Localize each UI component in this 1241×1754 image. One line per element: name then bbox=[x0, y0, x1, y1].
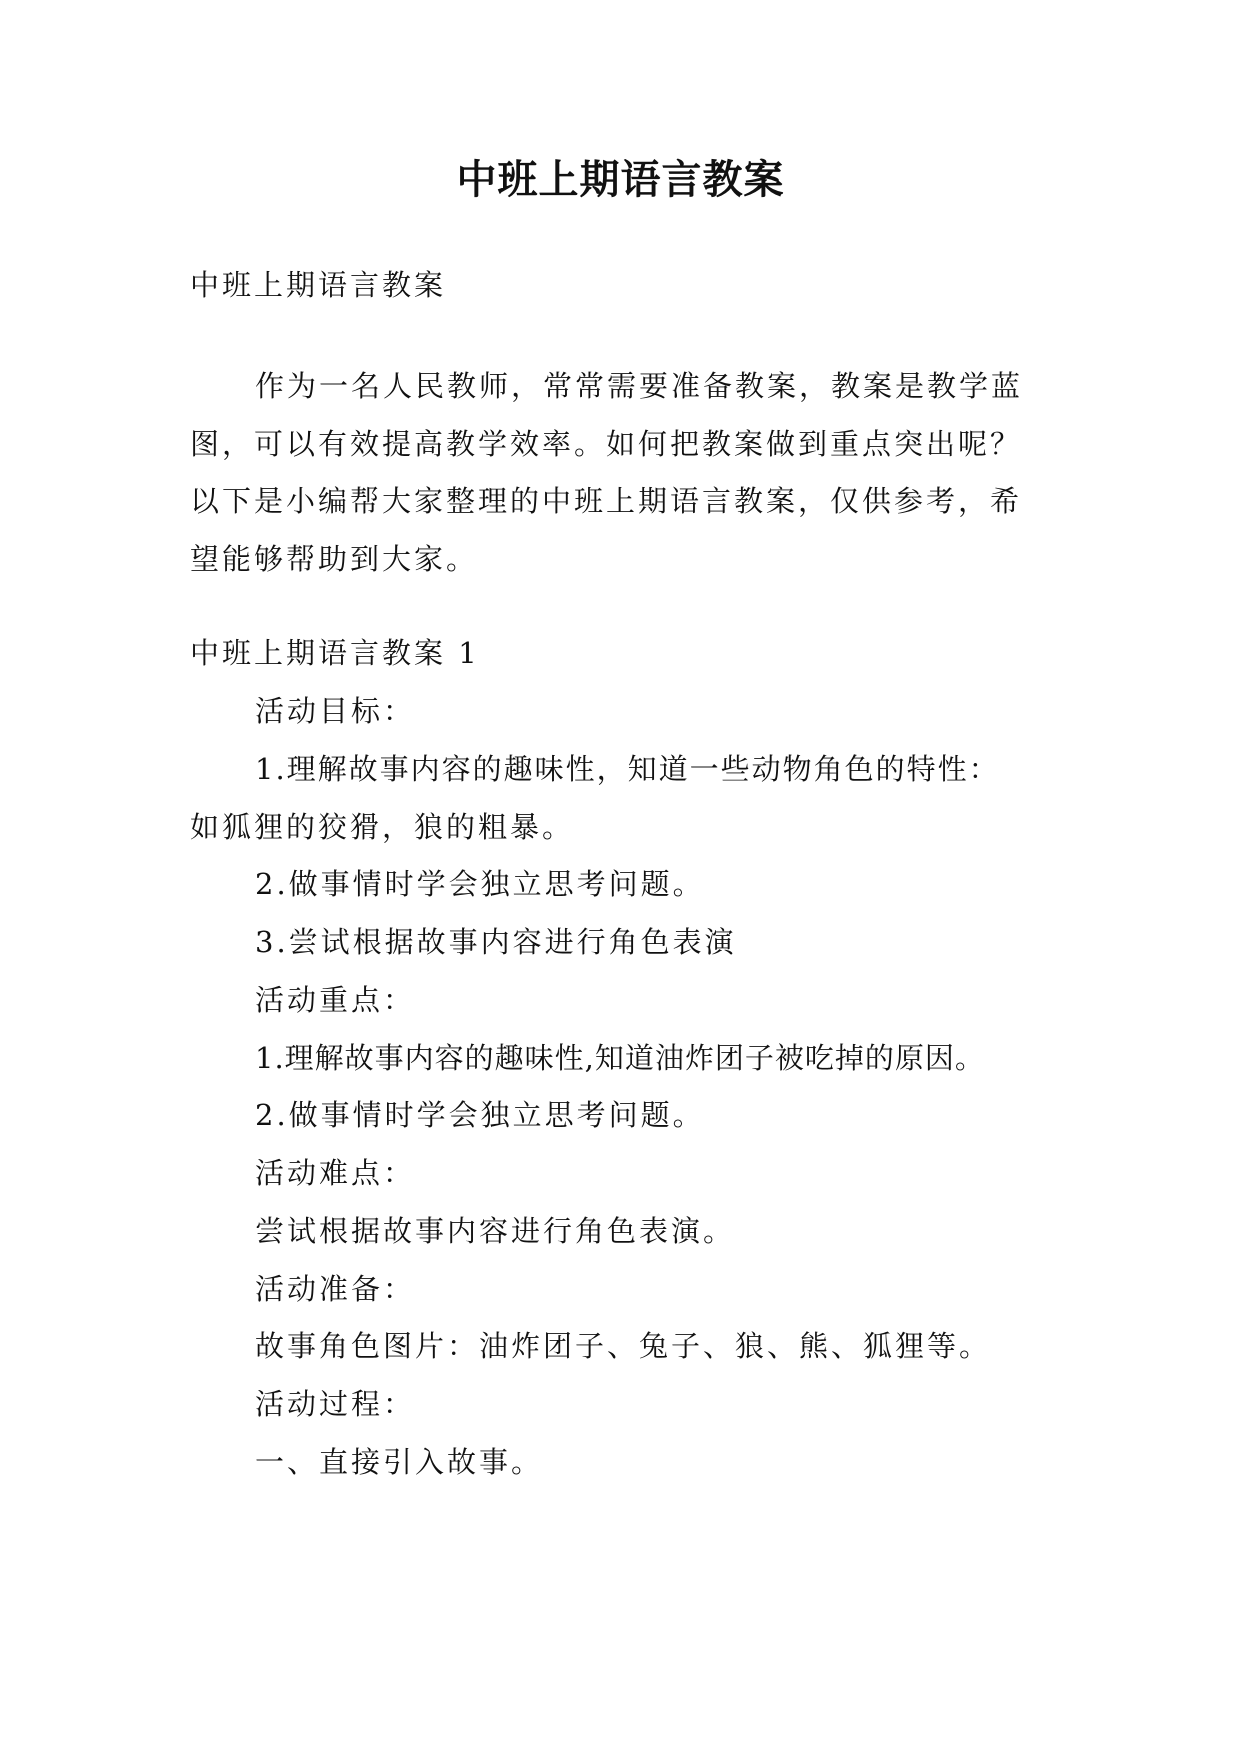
section-heading: 中班上期语言教案 1 bbox=[190, 636, 480, 670]
prep-label: 活动准备： bbox=[255, 1272, 416, 1306]
goal-2: 2.做事情时学会独立思考问题。 bbox=[255, 867, 705, 901]
intro-line-1: 作为一名人民教师，常常需要准备教案，教案是教学蓝 bbox=[255, 369, 1024, 403]
focus-1: 1.理解故事内容的趣味性,知道油炸团子被吃掉的原因。 bbox=[255, 1041, 985, 1075]
difficulty-label: 活动难点： bbox=[255, 1156, 416, 1190]
focus-2: 2.做事情时学会独立思考问题。 bbox=[255, 1098, 705, 1132]
focus-label: 活动重点： bbox=[255, 983, 416, 1017]
process-label: 活动过程： bbox=[255, 1387, 416, 1421]
difficulty-1: 尝试根据故事内容进行角色表演。 bbox=[255, 1214, 736, 1248]
document-subtitle: 中班上期语言教案 bbox=[190, 268, 447, 302]
intro-line-4: 望能够帮助到大家。 bbox=[190, 542, 479, 576]
intro-line-3: 以下是小编帮大家整理的中班上期语言教案，仅供参考，希 bbox=[190, 484, 1023, 518]
goal-1-line-2: 如狐狸的狡猾，狼的粗暴。 bbox=[190, 810, 575, 844]
document-title: 中班上期语言教案 bbox=[456, 156, 785, 203]
intro-line-2: 图，可以有效提高教学效率。如何把教案做到重点突出呢？ bbox=[190, 427, 1023, 461]
goal-3: 3.尝试根据故事内容进行角色表演 bbox=[255, 925, 737, 959]
prep-1: 故事角色图片：油炸团子、兔子、狼、熊、狐狸等。 bbox=[255, 1329, 992, 1363]
process-1: 一、直接引入故事。 bbox=[255, 1445, 544, 1479]
goal-1-line-1: 1.理解故事内容的趣味性，知道一些动物角色的特性： bbox=[255, 752, 1000, 786]
goals-label: 活动目标： bbox=[255, 694, 416, 728]
